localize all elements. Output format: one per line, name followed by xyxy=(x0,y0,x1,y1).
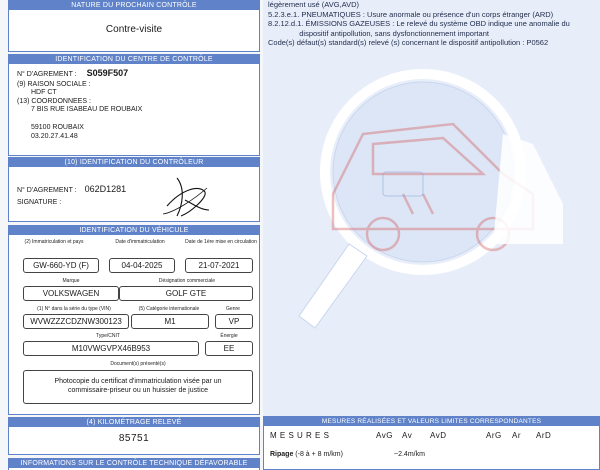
col-ard: ArD xyxy=(536,431,552,440)
magnifier-car-watermark xyxy=(263,44,600,416)
panel-header: MESURES RÉALISÉES ET VALEURS LIMITES CORRESPONDANTES xyxy=(264,417,599,426)
raison-value: HDF CT xyxy=(31,89,57,96)
defect-line: dispositif antipollution, sans dysfonctionnement important xyxy=(268,28,489,38)
raison-label: (9) RAISON SOCIALE : xyxy=(17,81,91,88)
immat-caption: (2) Immatriculation et pays xyxy=(24,239,84,245)
vehicule-panel xyxy=(8,225,260,415)
docs-value xyxy=(23,370,253,404)
panel-header: IDENTIFICATION DU VÉHICULE xyxy=(9,226,259,235)
controleur-agrement-label: N° D'AGREMENT : xyxy=(17,187,77,194)
controleur-panel xyxy=(8,157,260,222)
date-immat-value: 04-04-2025 xyxy=(109,258,175,273)
col-av: Av xyxy=(402,431,413,440)
genre-caption: Genre xyxy=(226,306,240,312)
col-avd: AvD xyxy=(430,431,447,440)
informations-panel xyxy=(8,458,260,470)
phone: 03.20.27.41.48 xyxy=(31,133,78,140)
immat-value: GW-660-YD (F) xyxy=(23,258,99,273)
centre-panel xyxy=(8,54,260,156)
ripage-row xyxy=(270,451,343,458)
ripage-range: (-8 à + 8 m/km) xyxy=(295,451,343,458)
prochain-controle-panel xyxy=(8,0,260,52)
ripage-label: Ripage xyxy=(270,451,294,458)
marque-caption: Marque xyxy=(62,278,80,284)
type-caption: Type/CNIT xyxy=(96,333,120,339)
panel-header: (4) KILOMÉTRAGE RELEVÉ xyxy=(9,418,259,427)
address-line-1: 7 BIS RUE ISABEAU DE ROUBAIX xyxy=(31,106,143,113)
kilometrage-value: 85751 xyxy=(118,433,150,444)
panel-header: NATURE DU PROCHAIN CONTRÔLE xyxy=(9,1,259,10)
controleur-agrement-row xyxy=(17,184,126,194)
serie-value: WVWZZZCDZNW300123 xyxy=(23,314,129,329)
signature-label: SIGNATURE : xyxy=(17,199,62,206)
date-first-caption: Date de 1ère mise en circulation xyxy=(185,239,257,245)
energie-caption: Énergie xyxy=(220,333,238,339)
type-value: M10VWGVPX46B953 xyxy=(23,341,199,356)
centre-agrement-value: S059F507 xyxy=(86,68,129,78)
ripage-value: ~2.4m/km xyxy=(394,451,425,458)
panel-header: IDENTIFICATION DU CENTRE DE CONTRÔLE xyxy=(9,55,259,64)
col-avg: AvG xyxy=(376,431,393,440)
right-column xyxy=(263,0,600,470)
left-column xyxy=(8,0,260,470)
mesures-title: M E S U R E S xyxy=(270,431,330,440)
defect-line: 8.2.12.d.1. ÉMISSIONS GAZEUSES : Le relevé du système OBD indique une anomalie du xyxy=(268,19,570,28)
centre-agrement-label: N° D'AGREMENT : xyxy=(17,71,77,78)
defect-line: 5.2.3.e.1. PNEUMATIQUES : Usure anormale ou présence d'un corps étranger (ARD) xyxy=(268,9,554,19)
docs-line-2: commissaire-priseur ou un huissier de justice xyxy=(67,387,209,394)
defect-line: Code(s) défaut(s) standard(s) relevé (s) concernant le dispositif antipollution : P0562 xyxy=(268,38,549,47)
categorie-value: M1 xyxy=(131,314,209,329)
col-arg: ArG xyxy=(486,431,502,440)
controleur-agrement-value: 062D1281 xyxy=(84,184,127,194)
address-line-2: 59100 ROUBAIX xyxy=(31,124,84,131)
date-immat-caption: Date d'immatriculation xyxy=(115,239,165,245)
serie-caption: (1) N° dans la série du type (VIN) xyxy=(37,306,111,312)
panel-header: (10) IDENTIFICATION DU CONTRÔLEUR xyxy=(9,158,259,167)
date-first-value: 21-07-2021 xyxy=(185,258,253,273)
defect-line: légèrement usé (AVG,AVD) xyxy=(268,0,360,9)
genre-value: VP xyxy=(215,314,253,329)
panel-header: INFORMATIONS SUR LE CONTRÔLE TECHNIQUE DÉFAVORABLE xyxy=(9,459,259,468)
kilometrage-panel xyxy=(8,417,260,455)
col-ar: Ar xyxy=(512,431,521,440)
energie-value: EE xyxy=(205,341,253,356)
docs-caption: Document(s) présenté(s) xyxy=(110,361,166,367)
designation-caption: Désignation commerciale xyxy=(158,278,216,284)
centre-agrement-row xyxy=(17,68,128,78)
docs-line-1: Photocopie du certificat d'immatriculation visée par un xyxy=(54,378,222,385)
mesures-panel xyxy=(263,416,600,470)
categorie-caption: (5) Catégorie internationale xyxy=(138,306,200,312)
signature-image xyxy=(147,170,227,222)
prochain-controle-value: Contre-visite xyxy=(105,24,163,35)
designation-value: GOLF GTE xyxy=(119,286,253,301)
defects-list xyxy=(268,0,598,48)
marque-value: VOLKSWAGEN xyxy=(23,286,119,301)
coordonnees-label: (13) COORDONNEES : xyxy=(17,98,91,105)
